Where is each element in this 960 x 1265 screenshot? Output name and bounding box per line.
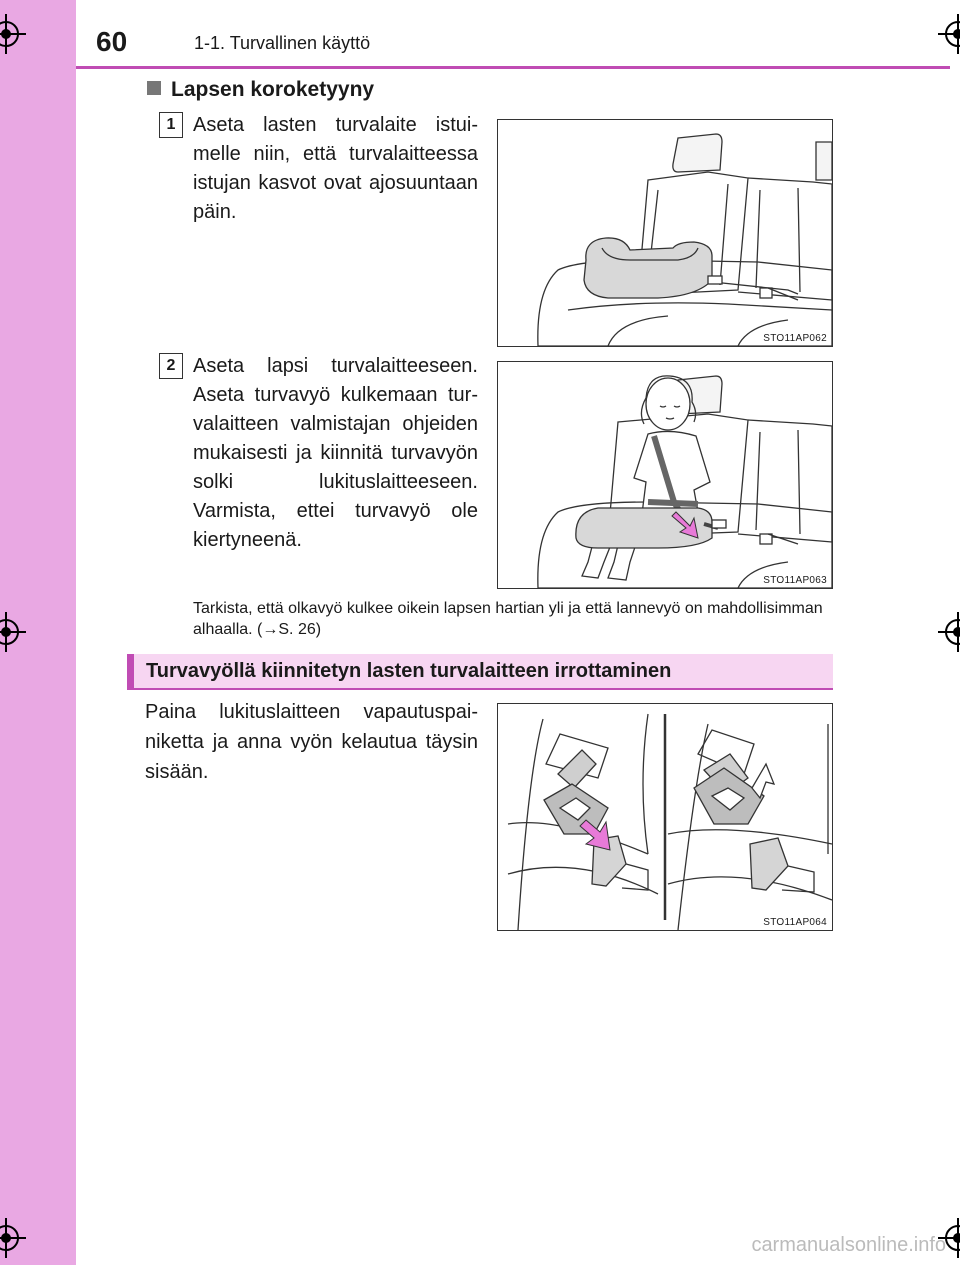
figure-code: STO11AP062 xyxy=(763,333,827,344)
figure-booster-seat xyxy=(497,119,833,347)
child-on-booster-illustration-icon xyxy=(498,362,832,588)
step-2-text: Aseta lapsi turvalaitteeseen. Aseta turvavyö kulkemaan turvalaitteen valmistajan ohjeiden mukaisesti ja kiinnitä turvavyön solki lukituslaitteeseen. Varmista, ettei turvavyö ole kiertyneenä. xyxy=(193,355,478,551)
subheading xyxy=(147,78,374,102)
watermark: carmanualsonline.info xyxy=(751,1234,946,1256)
registration-mark-icon xyxy=(0,612,26,652)
section-banner: Turvavyöllä kiinnitetyn lasten turvalaitteen irrottaminen xyxy=(127,654,833,690)
figure-buckle-release xyxy=(497,703,833,931)
registration-mark-icon xyxy=(0,14,26,54)
step-1-text: Aseta lasten turvalaite istuimelle niin, että turvalaitteessa istujan kasvot ovat ajosuuntaan päin. xyxy=(193,114,478,223)
step-number-badge: 1 xyxy=(159,112,183,138)
booster-seat-illustration-icon xyxy=(498,120,832,346)
subheading-text: Lapsen koroketyyny xyxy=(171,78,375,101)
step-number-badge: 2 xyxy=(159,353,183,379)
release-text: Paina lukituslaitteen vapautuspainiketta ja anna vyön kelautua täysin sisään. xyxy=(145,701,478,783)
figure-child-on-booster xyxy=(497,361,833,589)
page-number: 60 xyxy=(96,26,128,57)
figure-code: STO11AP063 xyxy=(763,575,827,586)
seatbelt-buckle-release-illustration-icon xyxy=(498,704,832,930)
figure-code: STO11AP064 xyxy=(763,917,827,928)
note-text: Tarkista, että olkavyö kulkee oikein lapsen hartian yli ja että lannevyö on mahdollisimman alhaalla. (→S. 26) xyxy=(193,600,823,638)
header-rule xyxy=(76,66,950,69)
registration-mark-icon xyxy=(938,14,960,54)
registration-mark-icon xyxy=(938,612,960,652)
registration-mark-icon xyxy=(0,1218,26,1258)
section-title: 1-1. Turvallinen käyttö xyxy=(194,33,371,53)
square-bullet-icon xyxy=(147,81,161,95)
